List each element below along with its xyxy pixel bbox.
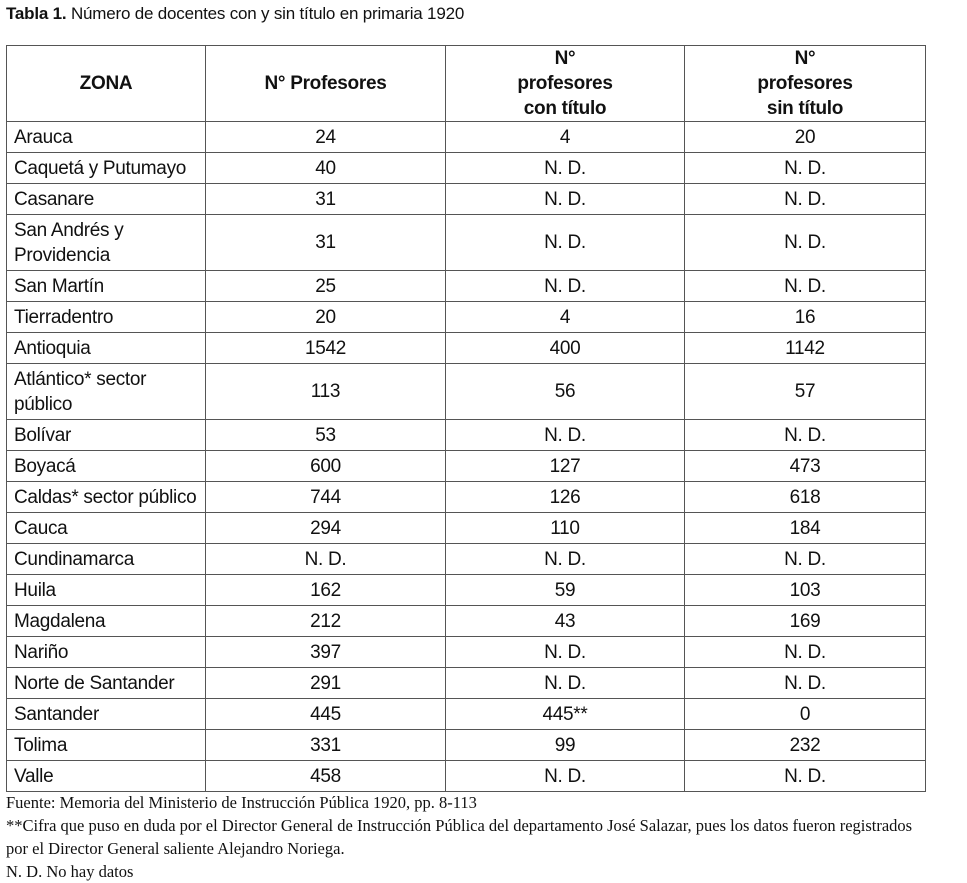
table-caption-label: Tabla 1. xyxy=(6,4,67,23)
table-row xyxy=(7,544,926,575)
cell-sin-titulo: 618 xyxy=(685,482,926,513)
cell-con-titulo: 43 xyxy=(446,606,685,637)
cell-con-titulo: 56 xyxy=(446,364,685,420)
cell-zona: Bolívar xyxy=(7,420,206,451)
cell-profesores: 24 xyxy=(206,122,446,153)
cell-zona: Cundinamarca xyxy=(7,544,206,575)
cell-profesores: 1542 xyxy=(206,333,446,364)
nd-note: N. D. No hay datos xyxy=(6,862,134,881)
cell-profesores: 113 xyxy=(206,364,446,420)
cell-sin-titulo: N. D. xyxy=(685,271,926,302)
cell-zona: Casanare xyxy=(7,184,206,215)
table-row xyxy=(7,730,926,761)
cell-zona: Santander xyxy=(7,699,206,730)
cell-sin-titulo: 57 xyxy=(685,364,926,420)
cell-zona: Magdalena xyxy=(7,606,206,637)
table-row xyxy=(7,420,926,451)
cell-profesores: 458 xyxy=(206,761,446,792)
footnote: **Cifra que puso en duda por el Director General de Instrucción Pública del departamento José Salazar, pues los datos fueron registrados por el Director General saliente Alejandro Noriega. xyxy=(6,816,913,858)
cell-sin-titulo: 0 xyxy=(685,699,926,730)
table-row xyxy=(7,184,926,215)
cell-sin-titulo: N. D. xyxy=(685,544,926,575)
cell-profesores: 20 xyxy=(206,302,446,333)
cell-zona: Tierradentro xyxy=(7,302,206,333)
table-row xyxy=(7,482,926,513)
cell-con-titulo: 126 xyxy=(446,482,685,513)
table-row xyxy=(7,153,926,184)
cell-sin-titulo: 20 xyxy=(685,122,926,153)
cell-zona: Arauca xyxy=(7,122,206,153)
cell-sin-titulo: N. D. xyxy=(685,215,926,271)
cell-zona: Valle xyxy=(7,761,206,792)
table-row xyxy=(7,606,926,637)
table-row xyxy=(7,761,926,792)
cell-con-titulo: N. D. xyxy=(446,184,685,215)
cell-con-titulo: N. D. xyxy=(446,637,685,668)
cell-profesores: 294 xyxy=(206,513,446,544)
cell-zona: Boyacá xyxy=(7,451,206,482)
cell-sin-titulo: 16 xyxy=(685,302,926,333)
table-row xyxy=(7,271,926,302)
cell-zona: Tolima xyxy=(7,730,206,761)
cell-profesores: 40 xyxy=(206,153,446,184)
cell-con-titulo: 59 xyxy=(446,575,685,606)
cell-sin-titulo: 232 xyxy=(685,730,926,761)
table-row xyxy=(7,513,926,544)
cell-sin-titulo: N. D. xyxy=(685,153,926,184)
cell-sin-titulo: N. D. xyxy=(685,668,926,699)
table-caption-text: Número de docentes con y sin título en primaria 1920 xyxy=(66,4,465,23)
cell-zona: Cauca xyxy=(7,513,206,544)
cell-profesores: 397 xyxy=(206,637,446,668)
cell-profesores: N. D. xyxy=(206,544,446,575)
teachers-table xyxy=(6,45,926,792)
table-row xyxy=(7,575,926,606)
cell-zona: Norte de Santander xyxy=(7,668,206,699)
cell-con-titulo: N. D. xyxy=(446,153,685,184)
header-sin-titulo: N° profesores sin título xyxy=(685,46,926,122)
cell-con-titulo: N. D. xyxy=(446,668,685,699)
cell-con-titulo: N. D. xyxy=(446,544,685,575)
table-row xyxy=(7,637,926,668)
header-row xyxy=(7,46,926,122)
cell-profesores: 31 xyxy=(206,184,446,215)
header-zona: ZONA xyxy=(7,46,206,122)
table-body xyxy=(7,122,926,792)
cell-sin-titulo: 103 xyxy=(685,575,926,606)
cell-con-titulo: 4 xyxy=(446,122,685,153)
cell-profesores: 331 xyxy=(206,730,446,761)
cell-zona: Antioquia xyxy=(7,333,206,364)
cell-con-titulo: N. D. xyxy=(446,271,685,302)
table-row xyxy=(7,451,926,482)
table-row xyxy=(7,122,926,153)
table-row xyxy=(7,699,926,730)
cell-sin-titulo: N. D. xyxy=(685,637,926,668)
table-row xyxy=(7,364,926,420)
cell-con-titulo: 110 xyxy=(446,513,685,544)
cell-profesores: 600 xyxy=(206,451,446,482)
cell-profesores: 212 xyxy=(206,606,446,637)
cell-con-titulo: N. D. xyxy=(446,761,685,792)
cell-sin-titulo: 184 xyxy=(685,513,926,544)
cell-zona: Huila xyxy=(7,575,206,606)
cell-zona: Caldas* sector público xyxy=(7,482,206,513)
cell-sin-titulo: 1142 xyxy=(685,333,926,364)
cell-profesores: 291 xyxy=(206,668,446,699)
cell-profesores: 53 xyxy=(206,420,446,451)
source-note: Fuente: Memoria del Ministerio de Instrucción Pública 1920, pp. 8-113 xyxy=(6,793,477,812)
table-notes xyxy=(6,791,936,883)
cell-con-titulo: 99 xyxy=(446,730,685,761)
cell-zona: Nariño xyxy=(7,637,206,668)
table-row xyxy=(7,215,926,271)
cell-sin-titulo: N. D. xyxy=(685,184,926,215)
header-con-titulo: N° profesores con título xyxy=(446,46,685,122)
cell-sin-titulo: 473 xyxy=(685,451,926,482)
cell-profesores: 445 xyxy=(206,699,446,730)
table-caption xyxy=(6,4,464,24)
cell-con-titulo: N. D. xyxy=(446,215,685,271)
cell-zona: Caquetá y Putumayo xyxy=(7,153,206,184)
header-profesores: N° Profesores xyxy=(206,46,446,122)
cell-zona: Atlántico* sector público xyxy=(7,364,206,420)
cell-con-titulo: 127 xyxy=(446,451,685,482)
cell-zona: San Martín xyxy=(7,271,206,302)
cell-sin-titulo: N. D. xyxy=(685,761,926,792)
cell-sin-titulo: 169 xyxy=(685,606,926,637)
table-row xyxy=(7,668,926,699)
table-row xyxy=(7,333,926,364)
cell-con-titulo: 4 xyxy=(446,302,685,333)
cell-con-titulo: N. D. xyxy=(446,420,685,451)
table-row xyxy=(7,302,926,333)
cell-sin-titulo: N. D. xyxy=(685,420,926,451)
cell-con-titulo: 400 xyxy=(446,333,685,364)
cell-profesores: 31 xyxy=(206,215,446,271)
cell-zona: San Andrés y Providencia xyxy=(7,215,206,271)
cell-profesores: 25 xyxy=(206,271,446,302)
cell-con-titulo: 445** xyxy=(446,699,685,730)
cell-profesores: 744 xyxy=(206,482,446,513)
cell-profesores: 162 xyxy=(206,575,446,606)
